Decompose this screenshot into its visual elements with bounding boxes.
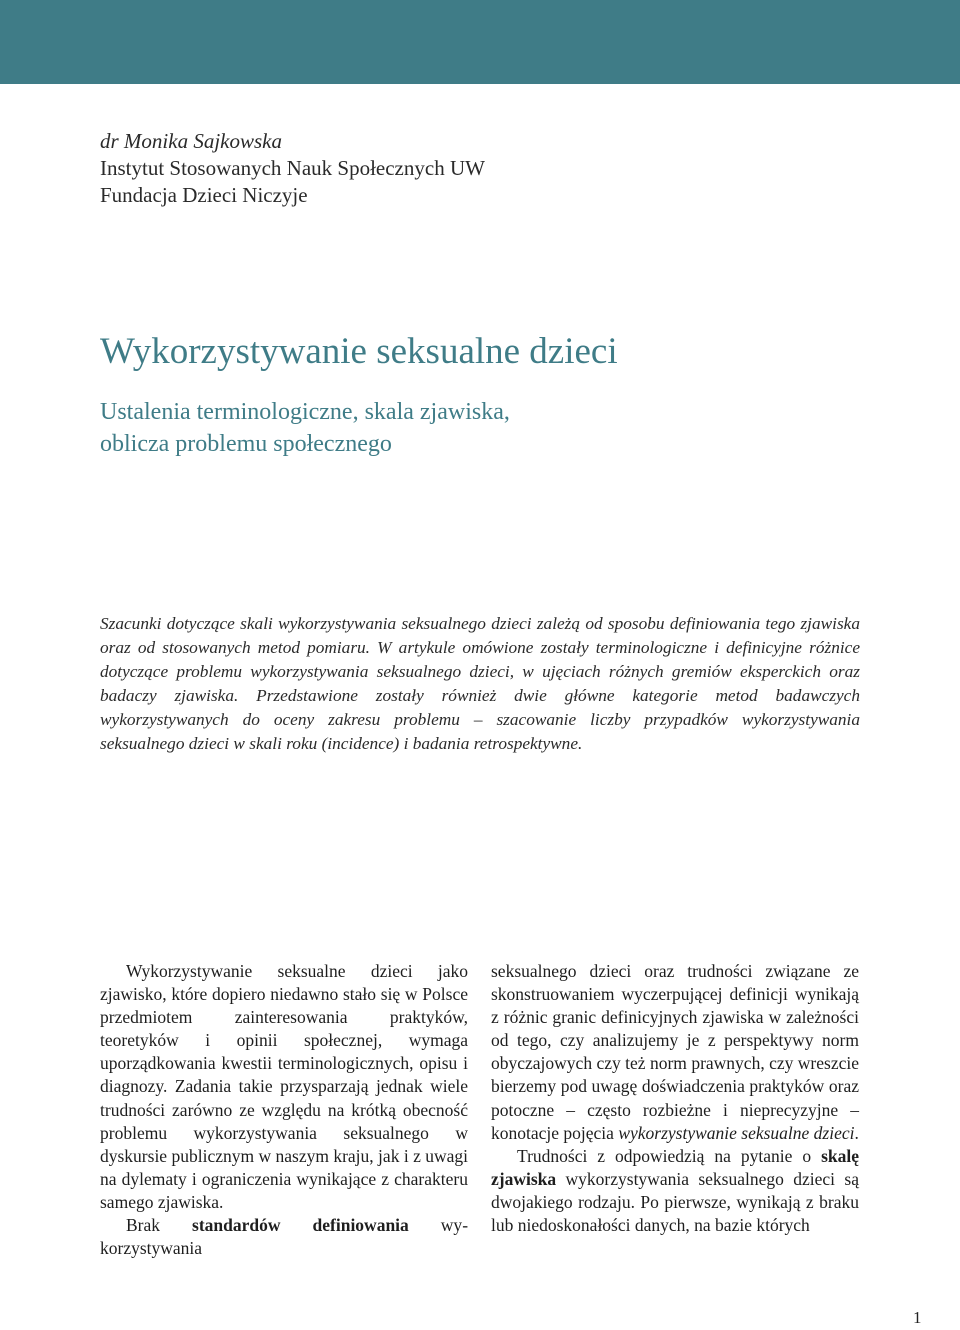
body-paragraph-2-start xyxy=(100,1214,468,1260)
p2-italic-term: wykorzystywanie seksualne dzieci xyxy=(618,1122,855,1143)
p3-bold-term: skalę zjawiska xyxy=(491,1145,859,1189)
p3-text-after: wykorzystywania seksualnego dzieci są dwojakiego rodzaju. Po pierwsze, wynikają z braku lub niedoskonałości danych, na bazie których xyxy=(491,1168,859,1236)
author-block xyxy=(100,128,485,209)
p2-text-after: wykorzystywania xyxy=(100,1215,469,1259)
subtitle-line-2: oblicza problemu społecznego xyxy=(100,431,392,457)
body-paragraph-2-continued xyxy=(491,960,859,1145)
p2-end: . xyxy=(854,1122,859,1143)
abstract: Szacunki dotyczące skali wykorzystywania seksualnego dzieci zależą od sposobu definiowania tego zjawiska oraz od stosowanych metod pomiaru. W artykule omówione zostały terminologiczne i definicyjne różnice dotyczące problemu wykorzystywania seksualnego dzieci, w ujęciach różnych gremiów eksperckich oraz badaczy zjawiska. Przedstawione zostały również dwie główne kategorie metod badawczych wykorzystywanych do oceny zakresu problemu – szacowanie liczby przypadków wykorzystywania seksualnego dzieci w skali roku (incidence) i badania retrospektywne. xyxy=(100,614,860,754)
author-affiliation-1: Instytut Stosowanych Nauk Społecznych UW xyxy=(100,156,485,180)
body-column-right xyxy=(491,960,859,1237)
p2-text-after-continued: seksualnego dzieci oraz trudności związane ze skonstruowaniem wyczerpującej definicji wynikają z różnic granic definicyjnych zjawiska w zależności od tego, czy analizujemy je z perspektywy norm obyczajowych czy też norm prawnych, czy wreszcie bierzemy pod uwagę doświadczenia praktyków oraz potoczne – często rozbieżne i nieprecyzyjne – konotacje pojęcia xyxy=(491,961,859,1143)
header-band xyxy=(0,0,960,84)
body-paragraph-3 xyxy=(491,1145,859,1237)
body-column-left xyxy=(100,960,468,1260)
p2-bold-term: standardów definiowania xyxy=(192,1215,409,1236)
body-paragraph-1: Wykorzystywanie seksualne dzieci jako zjawisko, które dopiero niedawno stało się w Polsce przedmiotem zainteresowania praktyków, teoretyków i opinii społecznej, wymaga uporządkowania kwestii terminologicznych, opisu i diagnozy. Zadania takie przysparzają jednak wiele trudności zarówno ze względu na krótką obecność problemu wykorzystywania seksualnego w dyskursie publicznym w naszym kraju, jak i z uwagi na dylematy i ograniczenia wynikające z charakteru samego zjawiska. xyxy=(100,961,468,1212)
article-subtitle xyxy=(100,396,510,460)
article-title: Wykorzystywanie seksualne dzieci xyxy=(100,331,618,372)
subtitle-line-1: Ustalenia terminologiczne, skala zjawiska, xyxy=(100,399,510,425)
p2-text-before: Brak xyxy=(126,1215,161,1236)
p3-text-before: Trudności z odpowiedzią na pytanie o xyxy=(517,1145,812,1166)
page-number: 1 xyxy=(913,1308,922,1327)
author-affiliation-2: Fundacja Dzieci Niczyje xyxy=(100,183,308,207)
author-name: dr Monika Sajkowska xyxy=(100,129,282,153)
